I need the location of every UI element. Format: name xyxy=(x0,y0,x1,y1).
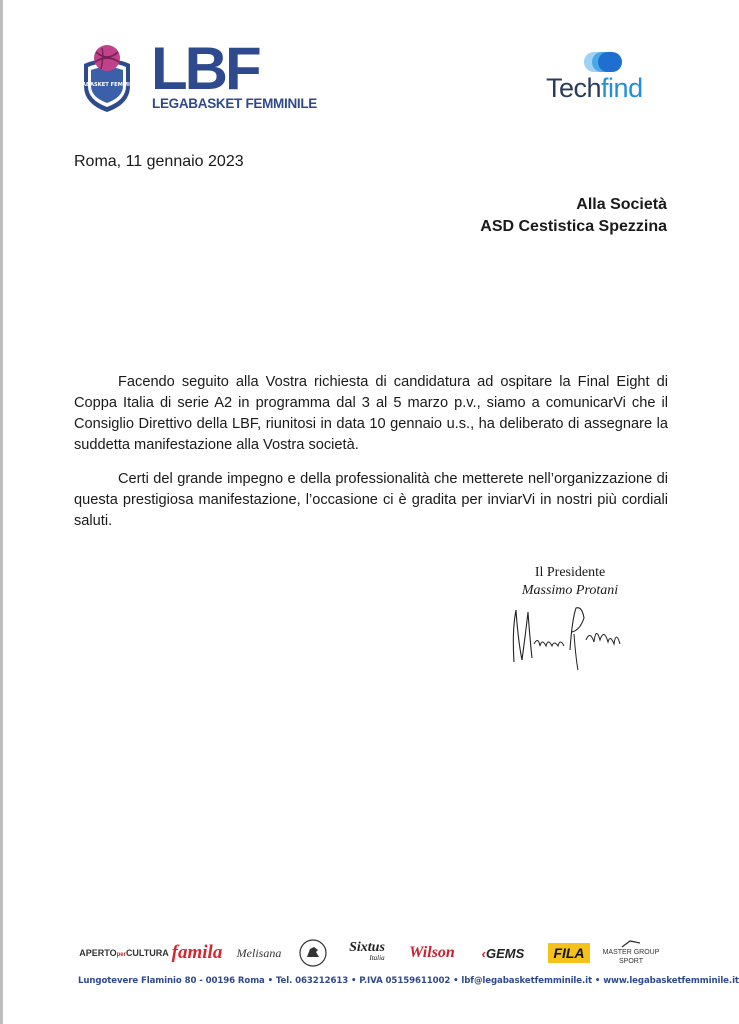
fila-text: FILA xyxy=(548,943,589,963)
techfind-part2: find xyxy=(601,73,643,103)
horse-emblem-icon xyxy=(298,938,328,968)
signature-title: Il Presidente xyxy=(534,565,606,580)
sponsor-wilson: Wilson xyxy=(409,944,455,961)
aperto-part1: APERTO xyxy=(79,948,117,958)
paragraph-1: Facendo seguito alla Vostra richiesta di candidatura ad ospitare la Final Eight di Coppa Italia di serie A2 in programma dal 3 al 5 marzo p.v., siamo a comunicarVi che il Consiglio Direttivo della LBF, riunitosi in data 10 gennaio u.s., ha deliberato di assegnare la suddetta manifestazione alla Vostra società. xyxy=(74,374,668,453)
techfind-wordmark xyxy=(546,72,643,104)
signature-block xyxy=(500,564,640,600)
lbf-badge-icon xyxy=(70,42,144,114)
sponsor-emblem xyxy=(296,934,330,972)
gems-text: GEMS xyxy=(486,945,525,961)
recipient-block xyxy=(480,194,667,238)
footer-address: Lungotevere Flaminio 80 - 00196 Roma • Tel. 063212613 • P.IVA 05159611002 • lbf@legabasketfemminile.it • www.legabasketfemminile.it xyxy=(78,976,739,986)
master-line2: SPORT xyxy=(619,958,643,965)
place-date: Roma, 11 gennaio 2023 xyxy=(74,153,244,170)
sixtus-sub: Italia xyxy=(369,954,385,962)
lbf-badge-text: LEGABASKET FEMMINILE xyxy=(70,82,144,88)
sponsor-sixtus xyxy=(338,934,396,972)
lbf-subtitle: LEGABASKET FEMMINILE xyxy=(152,96,317,111)
sponsor-aperto-per-cultura xyxy=(79,934,169,972)
sponsor-master-group xyxy=(598,934,664,972)
techfind-logo xyxy=(546,50,662,110)
recipient-line1: Alla Società xyxy=(576,196,667,213)
sponsor-melisana: Melisana xyxy=(236,945,282,960)
sixtus-text: Sixtus xyxy=(349,940,385,955)
sponsor-famila: famila xyxy=(171,942,223,963)
signature-name: Massimo Protani xyxy=(521,583,619,598)
aperto-part3: CULTURA xyxy=(125,948,169,958)
techfind-part1: Tech xyxy=(546,73,602,103)
aperto-part2: per xyxy=(116,952,126,958)
paragraph-2: Certi del grande impegno e della professionalità che metterete nell’organizzazione di questa prestigiosa manifestazione, l’occasione ci è gradita per inviarVi in nostri più cordiali saluti. xyxy=(74,471,668,529)
handwritten-signature xyxy=(508,600,628,672)
sponsors-bar xyxy=(79,934,664,972)
recipient-line2: ASD Cestistica Spezzina xyxy=(480,218,667,235)
page-edge xyxy=(0,0,3,1024)
lbf-wordmark: LBF xyxy=(151,35,259,102)
lbf-logo xyxy=(70,35,317,115)
gems-mark-icon: ‹ xyxy=(481,945,487,961)
sponsor-fila xyxy=(546,934,592,972)
master-line1: MASTER GROUP xyxy=(602,949,660,956)
letter-body xyxy=(74,372,668,545)
master-group-mark-icon xyxy=(620,940,642,948)
sponsor-gems xyxy=(468,934,538,972)
